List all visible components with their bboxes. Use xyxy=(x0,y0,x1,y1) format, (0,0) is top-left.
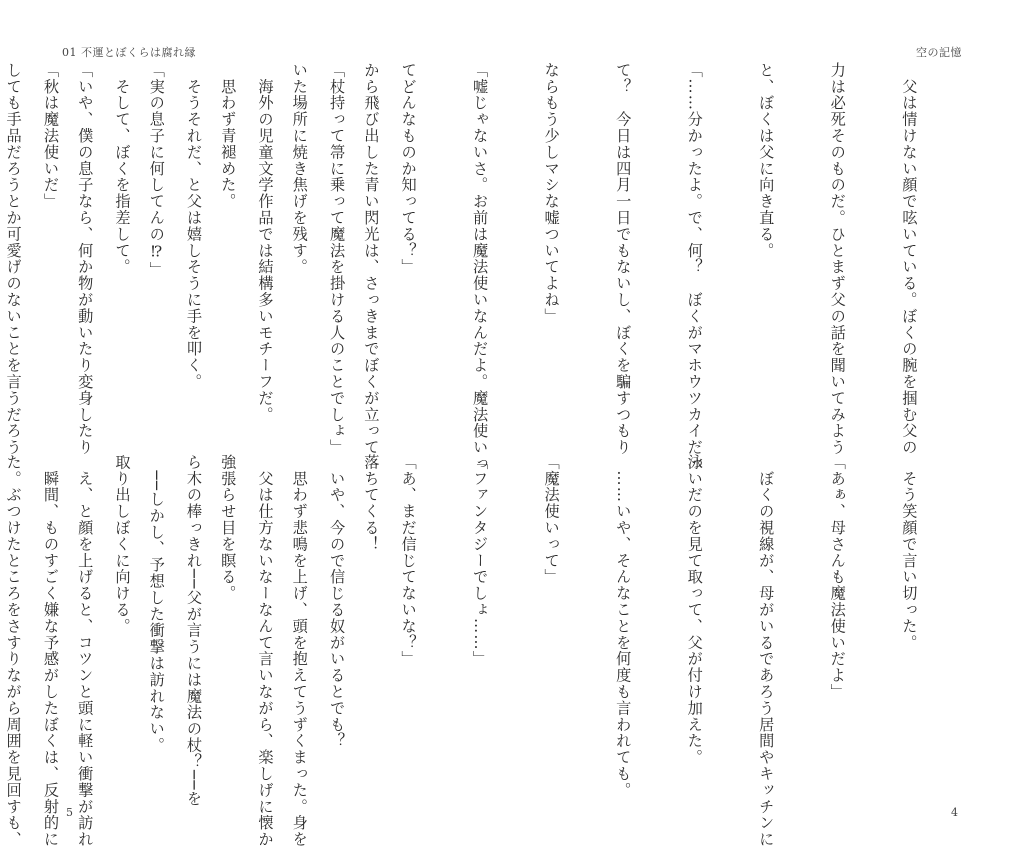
text-line: 海外の児童文学作品では結構多いモチーフだ。 xyxy=(256,62,275,423)
text-line: 「秋は魔法使いだ」 xyxy=(41,62,60,210)
text-line: て？ 今日は四月一日でもないし、ぼくを騙すつもり xyxy=(614,62,633,456)
text-line: いた場所に焼き焦げを残す。 xyxy=(290,62,309,276)
text-line: 「杖持って箒に乗って魔法を掛ける人のことでしょ」 xyxy=(328,62,347,456)
text-line: 力は必死そのものだ。ひとまず父の話を聞いてみよう xyxy=(828,62,847,456)
text-line: ら木の棒っきれ──父が言うには魔法の杖？──を xyxy=(185,454,203,807)
running-head-right: 空の記憶 xyxy=(916,46,962,59)
text-line: 「あぁ、母さんも魔法使いだよ」 xyxy=(828,454,847,700)
text-line: そして、ぼくを指差して。 xyxy=(113,62,132,276)
page-number-right: 4 xyxy=(951,806,958,819)
text-line: 父は仕方ないなーなんて言いながら、楽しげに懐か xyxy=(256,454,275,848)
text-line: しても手品だろうとか可愛げのないことを言うだろう xyxy=(4,62,23,456)
text-line: 瞬間、ものすごく嫌な予感がしたぼくは、反射的に xyxy=(41,454,60,848)
text-line: え、と顔を上げると、コツンと頭に軽い衝撃が訪れ xyxy=(76,454,95,848)
text-line: 思わず悲鳴を上げ、頭を抱えてうずくまった。身を xyxy=(290,454,309,848)
text-line: 「……分かったよ。で、何？ ぼくがマホウツカイだっ xyxy=(685,62,704,472)
running-head-left: 01 不運とぼくらは腐れ縁 xyxy=(62,46,196,59)
text-line: 「嘘じゃないさ。お前は魔法使いなんだよ。魔法使いっ xyxy=(471,62,490,472)
text-line: ぼくの視線が、母がいるであろう居間やキッチンに xyxy=(757,454,776,848)
text-line: 思わず青褪めた。 xyxy=(219,62,238,210)
text-line: から飛び出した青い閃光は、さっきまでぼくが立って xyxy=(362,62,381,456)
text-line: と、ぼくは父に向き直る。 xyxy=(757,62,776,259)
text-line: 取り出しぼくに向ける。 xyxy=(113,454,132,635)
text-line: 強張らせ目を瞑る。 xyxy=(219,454,238,602)
page-number-left: 5 xyxy=(66,806,73,819)
text-line: そう笑顔で言い切った。 xyxy=(900,454,919,651)
text-line: ……いや、そんなことを何度も言われても。 xyxy=(614,454,633,799)
text-line: 父は情けない顔で呟いている。ぼくの腕を掴む父の xyxy=(900,62,919,456)
text-line: 「いや、僕の息子なら、何か物が動いたり変身したり xyxy=(76,62,95,456)
text-line: そうそれだ、と父は嬉しそうに手を叩く。 xyxy=(185,62,203,390)
text-line: 泳いだのを見て取って、父が付け加えた。 xyxy=(685,454,704,766)
text-line: てどんなものか知ってる？」 xyxy=(399,62,418,276)
text-line: ──しかし、予想した衝撃は訪れない。 xyxy=(147,454,166,754)
text-line: 落ちてくる！ xyxy=(362,454,381,553)
text-line: 「実の息子に何してんの⁉」 xyxy=(147,62,166,278)
text-line: 「あ、まだ信じてないな？」 xyxy=(399,454,418,668)
text-line: いや、今ので信じる奴がいるとでも？ xyxy=(328,454,347,750)
text-line: た。ぶつけたところをさすりながら周囲を見回すも、 xyxy=(4,454,23,848)
text-line: 「魔法使いって」 xyxy=(542,454,561,586)
text-line: 「ファンタジーでしょ……」 xyxy=(471,454,490,668)
text-line: ならもう少しマシな嘘ついてよね」 xyxy=(542,62,561,325)
